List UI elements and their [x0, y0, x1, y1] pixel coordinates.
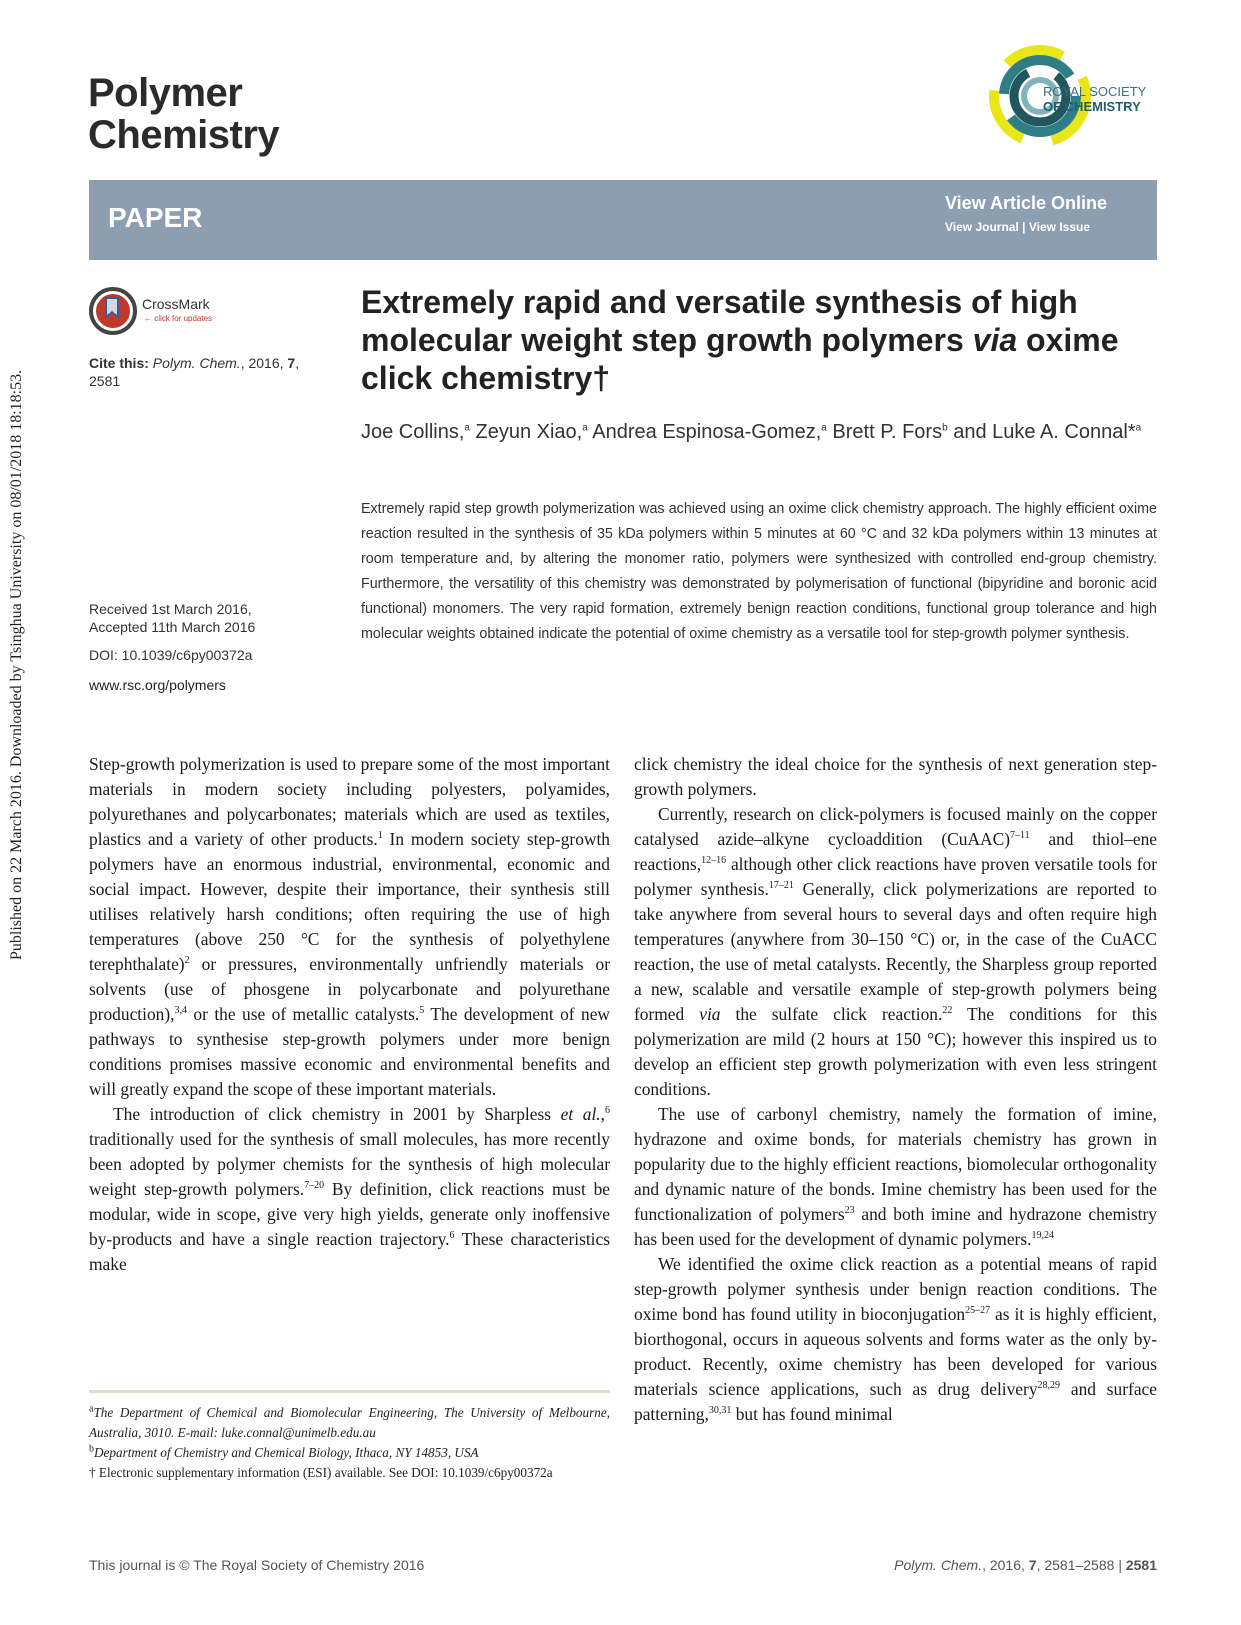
crossmark-label: CrossMark: [142, 296, 210, 312]
footer-year: , 2016,: [982, 1557, 1029, 1573]
footnotes: [89, 1403, 610, 1483]
body-paragraph: [89, 1102, 610, 1277]
footer-citation: [860, 1557, 1157, 1573]
rsc-logo-text: [1043, 84, 1146, 114]
body-text: click chemistry the ideal choice for the synthesis of next generation step-growth polymers.: [634, 754, 1157, 799]
rsc-logo-line2: OF CHEMISTRY: [1043, 99, 1141, 114]
cite-label: Cite this:: [89, 355, 149, 371]
body-text: The development of new pathways to synthesise step-growth polymers under more benign conditions promises massive economic and environmental benefits and will greatly expand the scope of these important materials.: [89, 1004, 610, 1099]
body-text: In modern society step-growth polymers have an enormous industrial, environmental, economic and social impact. However, despite their importance, their synthesis still utilises relatively harsh conditions; often requiring the use of high temperatures (above 250 °C for the synthesis of polyethylene terephthalate): [89, 829, 610, 974]
body-paragraph: [634, 752, 1157, 802]
body-text: as it is highly efficient, biorthogonal, occurs in aqueous solvents and forms water as the only by-product. Recently, oxime chemistry has been developed for various materials science applications, such as drug delivery: [634, 1304, 1157, 1399]
title-italic: via: [972, 322, 1018, 358]
reference-citation[interactable]: 25–27: [965, 1305, 991, 1317]
reference-citation[interactable]: 1: [377, 830, 383, 842]
body-paragraph: [89, 752, 610, 1102]
body-text: Currently, research on click-polymers is focused mainly on the copper catalysed azide–alkyne cycloaddition (CuAAC): [634, 804, 1157, 849]
footer-copyright: This journal is © The Royal Society of Chemistry 2016: [89, 1557, 425, 1573]
body-text: The use of carbonyl chemistry, namely the formation of imine, hydrazone and oxime bonds, for materials chemistry has grown in popularity due to the highly efficient reactions, biomolecular orthogonality and dynamic nature of the bonds. Imine chemistry has been used for the functionalization of polymers: [634, 1104, 1157, 1224]
rsc-logo-line1: ROYAL SOCIETY: [1043, 84, 1147, 99]
title-part2: oxime click chemistry: [361, 322, 1119, 396]
author-name: Brett P. Fors: [826, 421, 943, 443]
footnote-b-text: Department of Chemistry and Chemical Biology, Ithaca, NY 14853, USA: [94, 1445, 479, 1460]
journal-title[interactable]: [88, 72, 279, 156]
footnote-a: [89, 1403, 610, 1443]
arrow-left-icon: ←: [144, 314, 155, 323]
view-links: [945, 218, 1090, 236]
page-number: 2581: [1125, 1557, 1157, 1573]
reference-citation[interactable]: 5: [419, 1005, 425, 1017]
author-name: Zeyun Xiao,: [469, 421, 583, 443]
crossmark-sub-text: click for updates: [154, 314, 213, 323]
esi-dagger[interactable]: †: [592, 360, 611, 396]
reference-citation[interactable]: 6: [449, 1230, 455, 1242]
author-affiliation-mark: b: [942, 422, 948, 434]
reference-citation[interactable]: 23: [844, 1205, 855, 1217]
body-italic: via: [699, 1004, 721, 1024]
body-text: although other click reactions have proven versatile tools for polymer synthesis.: [634, 854, 1157, 899]
body-text: The introduction of click chemistry in 2001 by Sharpless: [113, 1104, 561, 1124]
view-issue-link[interactable]: View Issue: [1028, 220, 1091, 234]
reference-citation[interactable]: 7–11: [1009, 830, 1030, 842]
body-text: The conditions for this polymerization are mild (2 hours at 150 °C); however this inspired us to develop an efficient step growth polymerization with even less stringent conditions.: [634, 1004, 1157, 1099]
footer-sep: |: [1118, 1557, 1122, 1573]
cite-sep: ,: [240, 355, 245, 371]
body-text: Generally, click polymerizations are reported to take anywhere from several hours to several days and often require high temperatures (anywhere from 30–150 °C) or, in the case of the CuACC reaction, the use of metal catalysts. Recently, the Sharpless group reported a new, scalable and versatile example of step-growth polymers being formed: [634, 879, 1157, 1024]
reference-citation[interactable]: 30,31: [708, 1405, 732, 1417]
body-text: and thiol–ene reactions,: [634, 829, 1157, 874]
footnote-esi: † Electronic supplementary information (ESI) available. See DOI: 10.1039/c6py00372a: [89, 1465, 553, 1480]
accepted-date: Accepted 11th March 2016: [89, 619, 256, 635]
footer-pages: , 2581–2588: [1036, 1557, 1115, 1573]
view-article-online-link[interactable]: View Article Online: [945, 193, 1108, 213]
body-paragraph: [634, 1102, 1157, 1252]
body-column-right: [634, 752, 1157, 1427]
author-list: [361, 419, 1161, 445]
reference-citation[interactable]: 3,4: [174, 1005, 187, 1017]
download-stamp: Published on 22 March 2016. Downloaded by Tsinghua University on 08/01/2018 18:18:53.: [8, 369, 25, 960]
link-separator: |: [1022, 220, 1026, 234]
reference-citation[interactable]: 7–20: [304, 1180, 325, 1192]
body-italic: et al.: [560, 1104, 601, 1124]
footnote-rule: [89, 1390, 610, 1393]
body-text: By definition, click reactions must be modular, wide in scope, give very high yields, generate only inoffensive by-products and have a single reaction trajectory.: [89, 1179, 610, 1249]
footer-volume: 7: [1028, 1557, 1037, 1573]
cite-year: 2016,: [248, 355, 284, 371]
reference-citation[interactable]: 19,24: [1031, 1230, 1054, 1242]
article-type-label: PAPER: [108, 202, 203, 233]
footnote-b: [89, 1443, 610, 1463]
reference-citation[interactable]: 22: [942, 1005, 953, 1017]
body-paragraph: [634, 802, 1157, 1102]
cite-volume: 7: [287, 355, 296, 371]
reference-citation[interactable]: 28,29: [1037, 1380, 1061, 1392]
reference-citation[interactable]: 12–16: [701, 855, 727, 867]
footnote-a-mark: a: [89, 1403, 94, 1415]
body-text: ,: [600, 1104, 605, 1124]
journal-website-link[interactable]: www.rsc.org/polymers: [89, 677, 226, 693]
body-text: the sulfate click reaction.: [720, 1004, 943, 1024]
reference-citation[interactable]: 2: [184, 955, 190, 967]
body-text: but has found minimal: [731, 1404, 893, 1424]
doi[interactable]: DOI: 10.1039/c6py00372a: [89, 647, 253, 663]
footer-journal: Polym. Chem.: [894, 1557, 983, 1573]
abstract: Extremely rapid step growth polymerization was achieved using an oxime click chemistry approach. The highly efficient oxime reaction resulted in the synthesis of 35 kDa polymers within 5 minutes at 60 °C and 32 kDa polymers within 13 minutes at room temperature and, by altering the monomer ratio, polymers were synthesized with controlled end-group chemistry. Furthermore, the versatility of this chemistry was demonstrated by polymerisation of functional (bipyridine and boronic acid functional) monomers. The very rapid formation, extremely benign reaction conditions, functional group tolerance and high molecular weights obtained indicate the potential of oxime chemistry as a versatile tool for step-growth polymer synthesis.: [361, 501, 1157, 642]
journal-title-line2: Chemistry: [88, 113, 280, 157]
author-affiliation-mark: a: [821, 422, 827, 434]
author-name: Joe Collins,: [361, 421, 465, 443]
title-part1: Extremely rapid and versatile synthesis of high molecular weight step growth polymers: [361, 284, 1078, 358]
journal-title-line1: Polymer: [88, 71, 243, 115]
received-dates: [89, 600, 329, 636]
footnote-b-mark: b: [89, 1443, 94, 1455]
view-journal-link[interactable]: View Journal: [945, 220, 1019, 234]
article-title: [361, 283, 1161, 397]
body-column-left: [89, 752, 610, 1277]
body-text: These characteristics make: [89, 1229, 610, 1274]
body-text: and both imine and hydrazone chemistry has been used for the development of dynamic polymers.: [634, 1204, 1157, 1249]
author-affiliation-mark: a: [1135, 422, 1142, 434]
body-text: or the use of metallic catalysts.: [186, 1004, 420, 1024]
author-name: Andrea Espinosa-Gomez,: [587, 421, 822, 443]
body-text: Step-growth polymerization is used to prepare some of the most important materials in modern society including polyesters, polyamides, polyurethanes and polycarbonates; materials which are used as textiles, plastics and a variety of other products.: [89, 754, 610, 849]
body-text: We identified the oxime click reaction as a potential means of rapid step-growth polymer synthesis under benign reaction conditions. The oxime bond has found utility in bioconjugation: [634, 1254, 1157, 1324]
author-name: and Luke A. Connal*: [947, 421, 1136, 443]
author-affiliation-mark: a: [582, 422, 588, 434]
crossmark-icon[interactable]: [89, 287, 229, 337]
crossmark-sublabel: [144, 314, 212, 323]
citation: [89, 354, 329, 390]
body-text: traditionally used for the synthesis of small molecules, has more recently been adopted by polymer chemists for the synthesis of high molecular weight step-growth polymers.: [89, 1129, 610, 1199]
cite-pages: , 2581: [89, 355, 300, 389]
body-text: and surface patterning,: [634, 1379, 1157, 1424]
reference-citation[interactable]: 17–21: [768, 880, 794, 892]
body-text: or pressures, environmentally unfriendly materials or solvents (use of phosgene in polycarbonate and polyurethane production),: [89, 954, 610, 1024]
body-paragraph: [634, 1252, 1157, 1427]
reference-citation[interactable]: 6: [605, 1105, 610, 1117]
received-date: Received 1st March 2016,: [89, 601, 252, 617]
footnote-a-text: The Department of Chemical and Biomolecular Engineering, The University of Melbourne, Australia, 3010. E-mail: luke.connal@unimelb.edu.au: [89, 1405, 610, 1440]
cite-journal: Polym. Chem.: [152, 355, 241, 371]
author-affiliation-mark: a: [464, 422, 470, 434]
